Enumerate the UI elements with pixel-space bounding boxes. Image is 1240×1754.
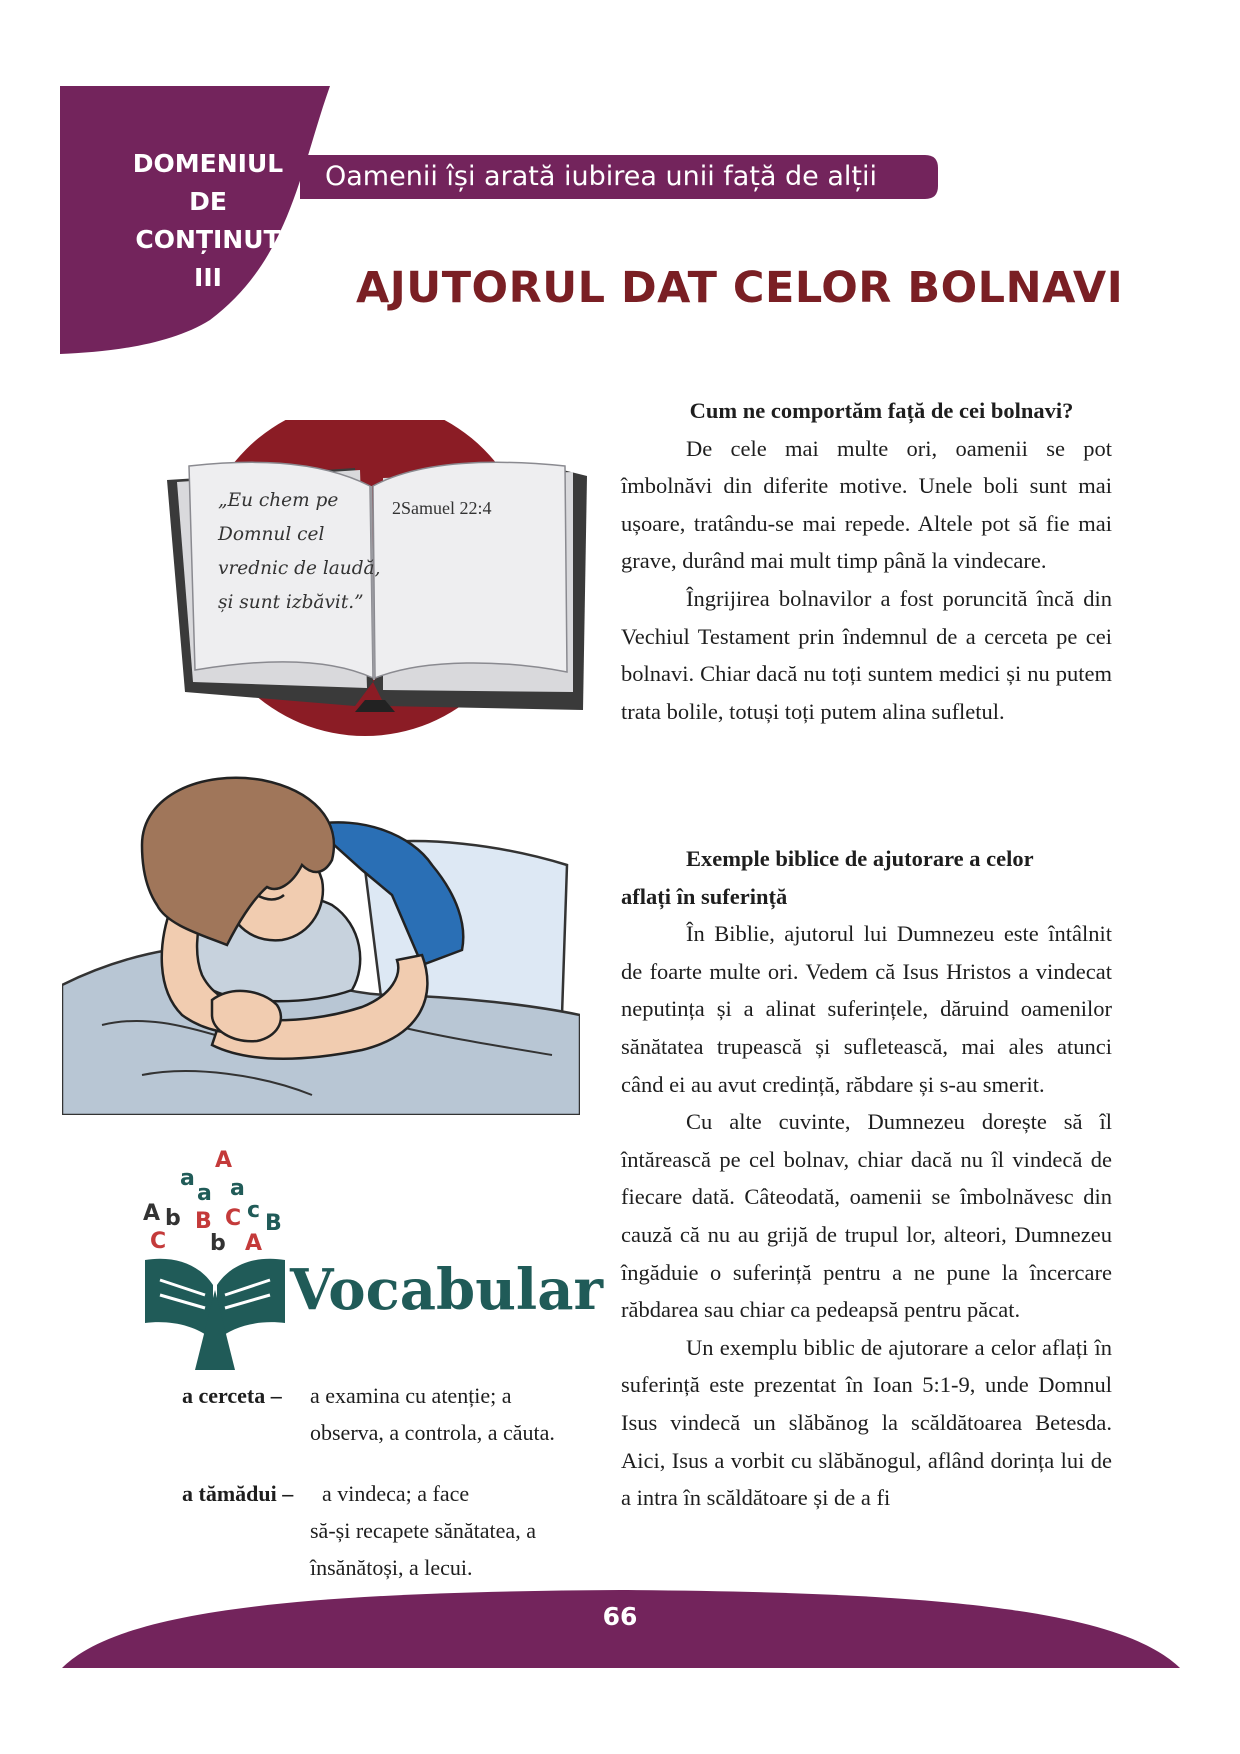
vocabulary-definition [310,1377,555,1451]
flying-letter: c [247,1198,261,1223]
domain-line: CONȚINUT [135,225,281,254]
domain-line: III [194,263,222,292]
boy-hands [212,991,281,1041]
paragraph: În Biblie, ajutorul lui Dumnezeu este întâlnit de foarte multe ori. Vedem că Isus Hristos a vindecat neputința și a alinat suferințele, dăruind oamenilor sănătatea trupească și sufletească, mai ales atunci când ei au avut credință, răbdare și s-au smerit. [621,921,1112,1097]
vocabulary-book-icon [135,1145,295,1370]
vocabulary-definition-cont [310,1512,536,1586]
definition-line: însănătoși, a lecui. [310,1555,473,1580]
flying-letter: a [180,1166,195,1191]
flying-letter: A [245,1231,263,1256]
vocabulary-term: a cerceta – [182,1383,282,1408]
paragraph: Cu alte cuvinte, Dumnezeu dorește să îl întărească pe cel bolnav, chiar dacă nu îl vindecă de fiecare dată. Câteodată, oamenii se îmbolnăvesc din cauză că nu au grijă de trupul lor, alteori, Dumnezeu îngăduie o suferință pentru a ne pune la încercare răbdarea sau chiar ca pedeapsă pentru păcat. [621,1109,1112,1323]
flying-letter: A [143,1201,161,1226]
section-heading: Cum ne comportăm față de cei bolnavi? [689,398,1074,423]
vocabulary-title: Vocabular [290,1257,603,1323]
definition-line: a examina cu atenție; a [310,1383,512,1408]
page-number: 66 [602,1602,638,1631]
definition-line: a vindeca; a face [322,1481,470,1506]
domain-line: DOMENIUL [132,149,284,178]
quote-line: Domnul cel [218,524,325,545]
flying-letter: b [210,1231,226,1256]
quote-line: „Eu chem pe [218,490,339,511]
quote-line: vrednic de laudă, [218,558,381,579]
praying-boy-illustration [62,775,580,1115]
paragraph: Îngrijirea bolnavilor a fost poruncită încă din Vechiul Testament prin îndemnul de a cerceta pe cei bolnavi. Chiar dacă nu toți suntem medici și nu putem trata bolile, totuși toți putem alina sufletul. [621,585,1112,724]
flying-letter: b [165,1206,181,1231]
section-heading: Exemple biblice de ajutorare a celor [686,846,1034,871]
section-2 [621,840,1112,1517]
flying-letter: B [195,1209,212,1234]
lesson-title: AJUTORUL DAT CELOR BOLNAVI [356,263,1124,313]
domain-label [108,145,308,297]
flying-letter: C [225,1206,242,1231]
book-page-right [373,462,567,678]
vocabulary-entry [182,1475,293,1512]
unit-title: Oamenii își arată iubirea unii față de alții [325,161,878,192]
flying-letter: A [215,1148,233,1173]
flying-letter: a [230,1176,245,1201]
vocabulary-definition [322,1475,469,1512]
section-1 [621,392,1112,730]
domain-line: DE [189,187,227,216]
book-quote [218,484,380,620]
paragraph: Un exemplu biblic de ajutorare a celor aflați în suferință este prezentat în Ioan 5:1-9, unde Domnul Isus vindecă un slăbănog la scăldătoarea Betesda. Aici, Isus a vorbit cu slăbănogul, aflând dorința lui de a intra în scăldătoare și de a fi [621,1334,1112,1511]
quote-line: și sunt izbăvit.” [218,592,364,613]
book-reference: 2Samuel 22:4 [392,498,492,518]
definition-line: observa, a controla, a căuta. [310,1420,555,1445]
paragraph: De cele mai multe ori, oamenii se pot îmbolnăvi din diferite motive. Unele boli sunt mai ușoare, tratându-se mai repede. Altele pot să fie mai grave, durând mai mult timp până la vindecare. [621,435,1112,574]
flying-letter: C [150,1229,167,1254]
vocabulary-term: a tămădui – [182,1481,294,1506]
flying-letter: B [265,1211,282,1236]
vocabulary-entry [182,1377,282,1414]
flying-letter: a [197,1181,212,1206]
section-heading-cont: aflați în suferință [621,883,788,909]
definition-line: să-și recapete sănătatea, a [310,1518,536,1543]
